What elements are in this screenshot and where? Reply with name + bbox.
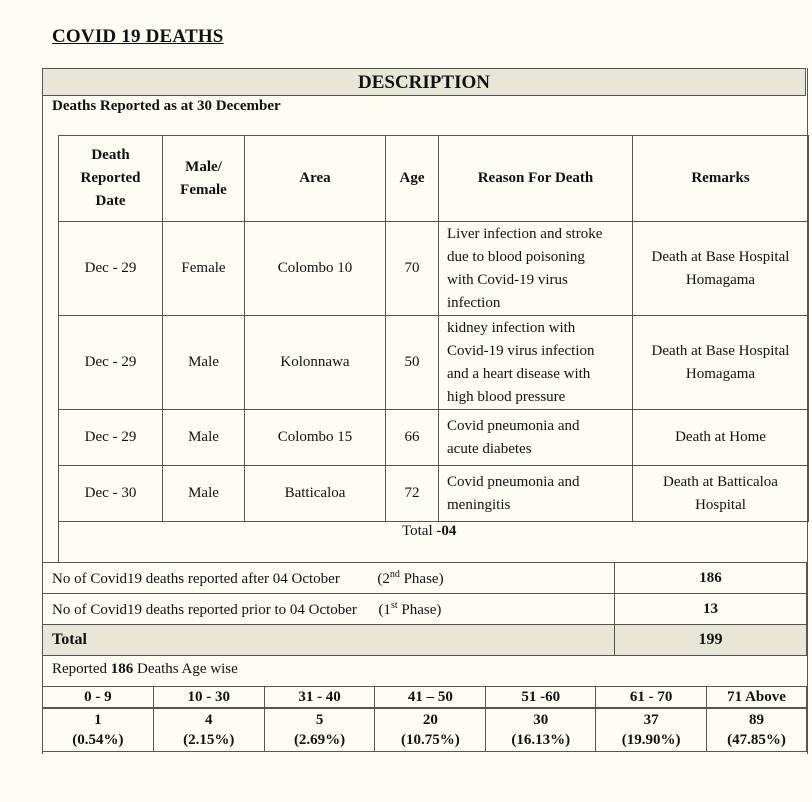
deaths-table-header — [59, 136, 809, 222]
age-range: 51 -60 — [486, 687, 596, 709]
cell-reason — [439, 222, 633, 316]
age-values-row — [43, 708, 807, 752]
header-remarks: Remarks — [633, 136, 809, 222]
header-area: Area — [245, 136, 386, 222]
cell-remarks — [633, 222, 809, 316]
cell-reason — [439, 316, 633, 410]
agewise-prefix: Reported — [52, 661, 111, 677]
age-range: 0 - 9 — [43, 687, 154, 709]
remarks-line: Hospital — [695, 496, 746, 513]
header-date-line: Reported — [80, 170, 141, 186]
age-percent: (47.85%) — [727, 732, 786, 748]
header-sex — [163, 136, 245, 222]
remarks-line: Homagama — [685, 365, 756, 382]
reported-as-at-label: Deaths Reported as at 30 December — [52, 98, 281, 114]
reason-line: Liver infection and stroke — [447, 225, 603, 242]
cell-remarks — [633, 316, 809, 410]
description-heading: DESCRIPTION — [42, 68, 806, 96]
remarks-line: Death at Base Hospital — [651, 248, 790, 265]
age-percent: (0.54%) — [72, 732, 124, 748]
cell-date: Dec - 29 — [59, 316, 163, 410]
after-label-text: No of Covid19 deaths reported after 04 October — [52, 570, 340, 587]
prior-phase-open: (1 — [378, 601, 391, 618]
summary-table — [42, 562, 807, 656]
age-range: 71 Above — [707, 687, 807, 709]
table-left-rule — [58, 520, 59, 562]
age-value — [596, 708, 707, 752]
summary-prior-value: 13 — [615, 594, 807, 625]
summary-total-label: Total — [43, 625, 615, 656]
cell-date: Dec - 29 — [59, 410, 163, 466]
age-value — [375, 708, 486, 752]
remarks-line: Death at Home — [675, 429, 766, 445]
cell-sex: Male — [163, 466, 245, 522]
agewise-label — [52, 661, 238, 678]
remarks-line: Death at Batticaloa — [663, 473, 778, 490]
cell-sex: Male — [163, 410, 245, 466]
after-phase-sup: nd — [389, 568, 400, 580]
remarks-line: Death at Base Hospital — [651, 342, 790, 359]
table-row — [59, 410, 809, 466]
cell-age: 66 — [386, 410, 439, 466]
age-range: 31 - 40 — [264, 687, 375, 709]
cell-age: 70 — [386, 222, 439, 316]
after-phase-open: (2 — [377, 570, 390, 587]
age-groups-table — [42, 686, 807, 752]
agewise-count: 186 — [110, 661, 134, 677]
cell-area: Colombo 15 — [245, 410, 386, 466]
age-count: 4 — [204, 712, 213, 728]
agewise-suffix: Deaths Age wise — [133, 661, 238, 677]
cell-area: Batticaloa — [245, 466, 386, 522]
cell-age: 50 — [386, 316, 439, 410]
cell-remarks — [633, 466, 809, 522]
cell-remarks — [633, 410, 809, 466]
header-date — [59, 136, 163, 222]
reason-line: Covid-19 virus infection — [447, 342, 595, 359]
age-range: 10 - 30 — [153, 687, 264, 709]
age-value — [707, 708, 807, 752]
age-count: 1 — [94, 712, 102, 728]
age-percent: (19.90%) — [621, 732, 681, 748]
prior-phase-sup: st — [390, 599, 398, 611]
reason-line: acute diabetes — [447, 440, 532, 457]
cell-reason — [439, 410, 633, 466]
summary-after-value: 186 — [615, 563, 807, 594]
cell-sex: Female — [163, 222, 245, 316]
summary-row-after — [43, 563, 807, 594]
deaths-total — [402, 523, 456, 540]
page-title: COVID 19 DEATHS — [52, 26, 224, 47]
age-value — [264, 708, 375, 752]
cell-reason — [439, 466, 633, 522]
header-age: Age — [386, 136, 439, 222]
age-count: 89 — [749, 712, 765, 728]
reason-line: Covid pneumonia and — [447, 417, 580, 434]
remarks-line: Homagama — [685, 271, 756, 288]
reason-line: Covid pneumonia and — [447, 473, 580, 490]
age-count: 20 — [422, 712, 438, 728]
cell-date: Dec - 30 — [59, 466, 163, 522]
summary-row-total — [43, 625, 807, 656]
header-sex-line: Female — [180, 181, 227, 198]
prior-phase-close: Phase) — [397, 601, 442, 618]
header-reason: Reason For Death — [439, 136, 633, 222]
age-value — [153, 708, 264, 752]
header-date-line: Death — [91, 147, 130, 163]
reason-line: and a heart disease with — [447, 365, 591, 382]
cell-age: 72 — [386, 466, 439, 522]
age-percent: (2.69%) — [293, 732, 346, 748]
reason-line: high blood pressure — [447, 388, 566, 405]
reason-line: with Covid-19 virus — [447, 271, 568, 288]
summary-prior-label — [43, 594, 615, 625]
header-sex-line: Male/ — [185, 158, 222, 175]
table-row — [59, 466, 809, 522]
summary-after-label — [43, 563, 615, 594]
age-count: 30 — [533, 712, 549, 728]
summary-total-value: 199 — [615, 625, 807, 656]
age-count: 5 — [315, 712, 324, 728]
cell-date: Dec - 29 — [59, 222, 163, 316]
age-value — [486, 708, 596, 752]
header-date-line: Date — [95, 193, 126, 209]
cell-area: Colombo 10 — [245, 222, 386, 316]
after-phase-close: Phase) — [399, 570, 444, 587]
reason-line: meningitis — [447, 496, 511, 513]
reason-line: kidney infection with — [447, 319, 576, 336]
age-range-row — [43, 687, 807, 709]
deaths-total-prefix: Total - — [402, 523, 442, 539]
deaths-total-value: 04 — [441, 523, 457, 539]
cell-area: Kolonnawa — [245, 316, 386, 410]
age-percent: (2.15%) — [183, 732, 235, 748]
cell-sex: Male — [163, 316, 245, 410]
age-percent: (10.75%) — [401, 732, 460, 748]
age-percent: (16.13%) — [511, 732, 571, 748]
age-count: 37 — [643, 712, 659, 728]
summary-row-prior — [43, 594, 807, 625]
prior-label-text: No of Covid19 deaths reported prior to 04 October — [52, 601, 357, 618]
reason-line: infection — [447, 294, 501, 311]
deaths-table — [58, 135, 809, 522]
table-row — [59, 222, 809, 316]
age-range: 61 - 70 — [596, 687, 707, 709]
table-row — [59, 316, 809, 410]
age-value — [43, 708, 154, 752]
reason-line: due to blood poisoning — [447, 248, 585, 265]
age-range: 41 – 50 — [375, 687, 486, 709]
